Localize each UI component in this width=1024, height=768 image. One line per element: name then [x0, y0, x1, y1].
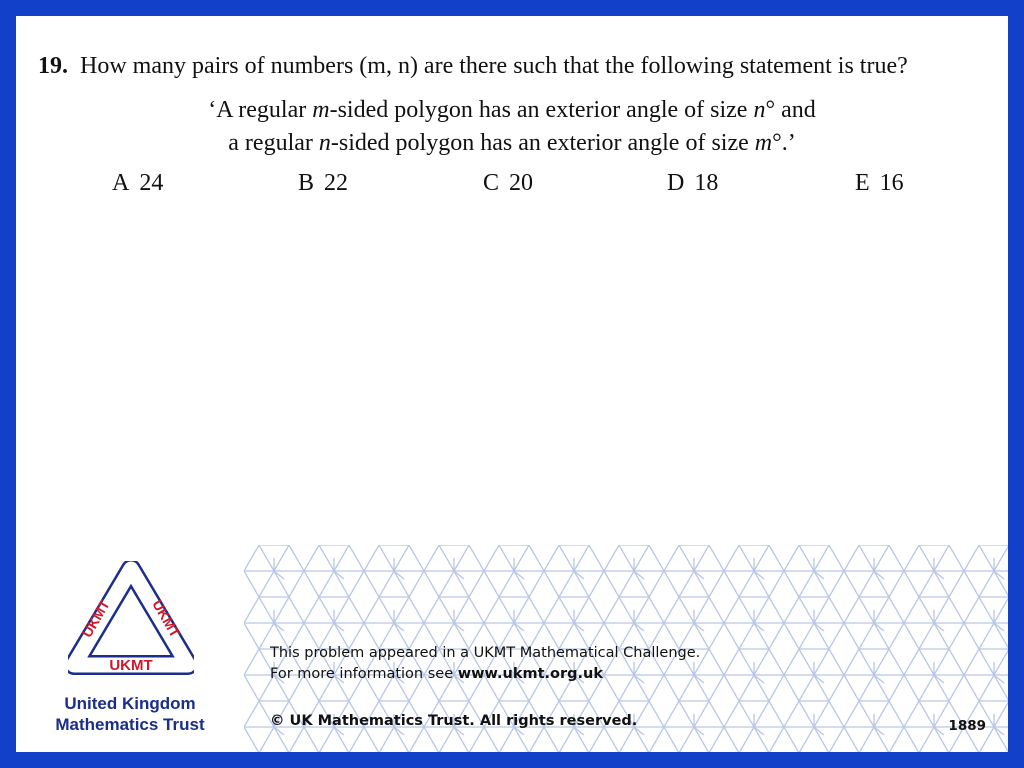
question-text: How many pairs of numbers (m, n) are there such that the following statement is true?: [80, 53, 908, 79]
info-text: [270, 643, 700, 685]
option-letter: D: [667, 170, 685, 196]
statement-line-2: [16, 127, 1008, 160]
option-value: 20: [509, 170, 534, 196]
statement-text: ‘A regular: [208, 97, 313, 123]
info-line-2: [270, 664, 700, 685]
statement-text: -sided polygon has an exterior angle of size: [330, 130, 755, 156]
organisation-line-1: United Kingdom: [64, 694, 196, 713]
organisation-line-2: Mathematics Trust: [55, 715, 205, 734]
option-c[interactable]: [483, 170, 533, 197]
info-line-1: This problem appeared in a UKMT Mathematical Challenge.: [270, 645, 701, 661]
copyright: © UK Mathematics Trust. All rights reserved.: [270, 713, 638, 729]
option-value: 24: [139, 170, 164, 196]
option-e[interactable]: [855, 170, 904, 197]
answer-options: [16, 170, 1008, 204]
statement-variable: n: [318, 130, 331, 156]
statement-line-1: [16, 94, 1008, 127]
option-b[interactable]: [298, 170, 348, 197]
option-letter: A: [112, 170, 130, 196]
logo-text-right: UKMT: [149, 596, 184, 641]
logo-text-bottom: UKMT: [109, 657, 153, 674]
ukmt-logo: [68, 561, 194, 679]
page-number: 1889: [948, 718, 986, 734]
option-letter: E: [855, 170, 870, 196]
statement-text: °.’: [772, 130, 796, 156]
statement-variable: n: [753, 97, 766, 123]
option-d[interactable]: [667, 170, 718, 197]
option-a[interactable]: [112, 170, 163, 197]
statement-text: ° and: [765, 97, 816, 123]
option-value: 18: [694, 170, 719, 196]
option-value: 16: [879, 170, 904, 196]
statement-text: -sided polygon has an exterior angle of size: [329, 97, 754, 123]
question: [38, 50, 998, 82]
question-number: 19.: [38, 53, 68, 79]
logo-text-left: UKMT: [78, 596, 113, 641]
statement-text: a regular: [228, 130, 319, 156]
organisation-name: [30, 693, 230, 735]
option-letter: C: [483, 170, 500, 196]
statement-variable: m: [754, 130, 773, 156]
problem-card: [16, 16, 1008, 752]
statement: [16, 94, 1008, 160]
option-value: 22: [324, 170, 349, 196]
option-letter: B: [298, 170, 315, 196]
website-link[interactable]: www.ukmt.org.uk: [457, 666, 603, 682]
info-prefix: For more information see: [270, 666, 458, 682]
statement-variable: m: [312, 97, 330, 123]
